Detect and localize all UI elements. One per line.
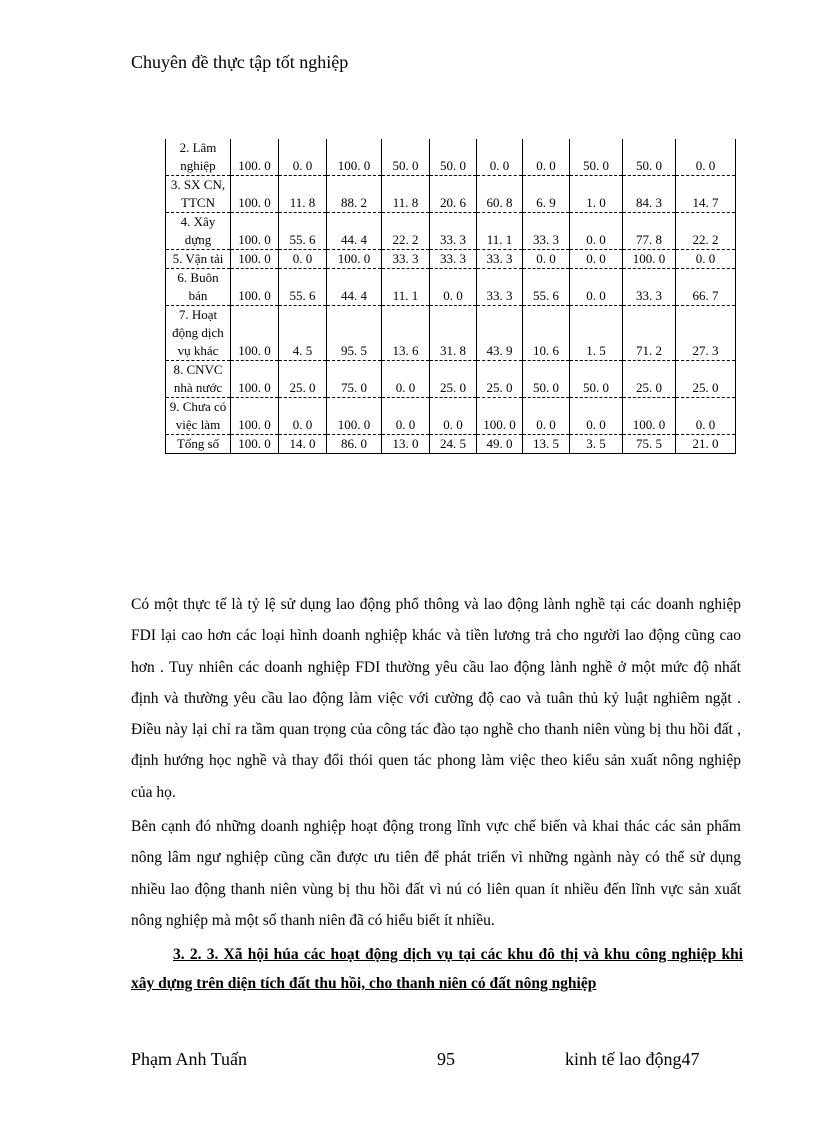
table-cell: 11. 8 <box>279 176 327 213</box>
table-cell: 55. 6 <box>279 269 327 306</box>
row-label: 3. SX CN, TTCN <box>166 176 231 213</box>
table-cell: 11. 8 <box>382 176 430 213</box>
table-cell: 55. 6 <box>523 269 570 306</box>
table-cell: 95. 5 <box>327 306 382 361</box>
row-label: 4. Xây dựng <box>166 213 231 250</box>
row-label: 8. CNVC nhà nước <box>166 361 231 398</box>
table-row <box>166 398 736 435</box>
table-cell: 100. 0 <box>623 398 676 435</box>
table-cell: 10. 6 <box>523 306 570 361</box>
table-cell: 33. 3 <box>430 213 477 250</box>
table-cell: 0. 0 <box>570 213 623 250</box>
table-cell: 66. 7 <box>676 269 736 306</box>
table-cell: 13. 6 <box>382 306 430 361</box>
table-cell: 84. 3 <box>623 176 676 213</box>
table-row <box>166 250 736 269</box>
row-label: 6. Buôn bán <box>166 269 231 306</box>
table-cell: 0. 0 <box>676 398 736 435</box>
table-cell: 0. 0 <box>382 398 430 435</box>
table-cell: 33. 3 <box>523 213 570 250</box>
table-cell: 100. 0 <box>231 435 279 454</box>
table-cell: 31. 8 <box>430 306 477 361</box>
table-cell: 22. 2 <box>676 213 736 250</box>
table-cell: 0. 0 <box>523 139 570 176</box>
table-cell: 25. 0 <box>676 361 736 398</box>
table-cell: 24. 5 <box>430 435 477 454</box>
table-cell: 4. 5 <box>279 306 327 361</box>
footer-author: Phạm Anh Tuấn <box>131 1049 248 1069</box>
table-cell: 100. 0 <box>231 250 279 269</box>
table-cell: 100. 0 <box>477 398 523 435</box>
table-cell: 11. 1 <box>382 269 430 306</box>
section-heading: 3. 2. 3. Xã hội húa các hoạt động dịch vụ tại các khu đô thị và khu công nghiệp khi xây dựng trên diện tích đất thu hồi, cho thanh niên có đất nông nghiệp <box>131 946 743 992</box>
table-cell: 50. 0 <box>382 139 430 176</box>
table-cell: 77. 8 <box>623 213 676 250</box>
table-cell: 100. 0 <box>623 250 676 269</box>
table-cell: 25. 0 <box>623 361 676 398</box>
table-cell: 0. 0 <box>570 398 623 435</box>
table-cell: 100. 0 <box>231 306 279 361</box>
table-cell: 43. 9 <box>477 306 523 361</box>
table-cell: 100. 0 <box>327 398 382 435</box>
table-cell: 33. 3 <box>430 250 477 269</box>
table-cell: 33. 3 <box>382 250 430 269</box>
table-cell: 44. 4 <box>327 213 382 250</box>
table-cell: 21. 0 <box>676 435 736 454</box>
footer-department: kinh tế lao động47 <box>565 1049 700 1069</box>
table-cell: 14. 0 <box>279 435 327 454</box>
table-cell: 14. 7 <box>676 176 736 213</box>
table-cell: 0. 0 <box>279 250 327 269</box>
table-cell: 33. 3 <box>477 250 523 269</box>
table-cell: 75. 0 <box>327 361 382 398</box>
table-cell: 11. 1 <box>477 213 523 250</box>
table-cell: 33. 3 <box>623 269 676 306</box>
table-cell: 22. 2 <box>382 213 430 250</box>
table-cell: 13. 5 <box>523 435 570 454</box>
table-row <box>166 361 736 398</box>
table-cell: 0. 0 <box>523 250 570 269</box>
table-cell: 50. 0 <box>430 139 477 176</box>
table-cell: 44. 4 <box>327 269 382 306</box>
table-cell: 0. 0 <box>382 361 430 398</box>
table-cell: 0. 0 <box>570 250 623 269</box>
table-cell: 27. 3 <box>676 306 736 361</box>
table-cell: 55. 6 <box>279 213 327 250</box>
row-label: 2. Lâm nghiệp <box>166 139 231 176</box>
table-cell: 100. 0 <box>231 139 279 176</box>
table-row <box>166 139 736 176</box>
table-cell: 3. 5 <box>570 435 623 454</box>
table-cell: 100. 0 <box>231 213 279 250</box>
table-row <box>166 435 736 454</box>
table-cell: 0. 0 <box>676 250 736 269</box>
table-cell: 50. 0 <box>570 361 623 398</box>
table-row <box>166 213 736 250</box>
table-cell: 49. 0 <box>477 435 523 454</box>
row-label: Tổng số <box>166 435 231 454</box>
table-cell: 0. 0 <box>676 139 736 176</box>
paragraph-fdi-labor: Có một thực tế là tỷ lệ sử dụng lao động phổ thông và lao động lành nghề tại các doanh nghiệp FDI lại cao hơn các loại hình doanh nghiệp khác và tiền lương trả cho người lao động cũng cao hơn . Tuy nhiên các doanh nghiệp FDI thường yêu cầu lao động lành nghề ở một mức độ nhất định và thường yêu cầu lao động làm việc với cường độ cao và tuân thủ kỷ luật nghiêm ngặt . Điều này lại chỉ ra tầm quan trọng của công tác đào tạo nghề cho thanh niên vùng bị thu hồi đất , định hướng học nghề và thay đổi thói quen tác phong làm việc theo kiểu sản xuất nông nghiệp của họ. <box>131 596 741 801</box>
table-cell: 13. 0 <box>382 435 430 454</box>
table-cell: 100. 0 <box>231 269 279 306</box>
table-row <box>166 176 736 213</box>
footer-page-number: 95 <box>437 1049 455 1069</box>
table-cell: 25. 0 <box>430 361 477 398</box>
table-cell: 100. 0 <box>231 361 279 398</box>
table-cell: 25. 0 <box>279 361 327 398</box>
paragraph-agro-processing: Bên cạnh đó những doanh nghiệp hoạt động trong lĩnh vực chế biến và khai thác các sản phẩm nông lâm ngư nghiệp cũng cần được ưu tiên để phát triển vì những ngành này có thể sử dụng nhiều lao động thanh niên vùng bị thu hồi đất vì nú có liên quan ít nhiều đến lĩnh vực sản xuất nông nghiệp mà một số thanh niên đã có hiểu biết ít nhiều. <box>131 818 741 929</box>
table-cell: 0. 0 <box>430 398 477 435</box>
table-cell: 50. 0 <box>623 139 676 176</box>
row-label: 5. Vận tải <box>166 250 231 269</box>
table-cell: 86. 0 <box>327 435 382 454</box>
table-cell: 0. 0 <box>430 269 477 306</box>
table-row <box>166 269 736 306</box>
table-cell: 100. 0 <box>327 250 382 269</box>
table-cell: 0. 0 <box>279 139 327 176</box>
table-cell: 0. 0 <box>523 398 570 435</box>
table-cell: 0. 0 <box>570 269 623 306</box>
row-label: 9. Chưa có việc làm <box>166 398 231 435</box>
statistics-table <box>165 139 736 454</box>
table-row <box>166 306 736 361</box>
table-cell: 75. 5 <box>623 435 676 454</box>
table-cell: 6. 9 <box>523 176 570 213</box>
table-cell: 71. 2 <box>623 306 676 361</box>
table-cell: 20. 6 <box>430 176 477 213</box>
table-cell: 1. 5 <box>570 306 623 361</box>
row-label: 7. Hoạt động dịch vụ khác <box>166 306 231 361</box>
page-header-title: Chuyên đề thực tập tốt nghiệp <box>131 52 349 72</box>
table-cell: 100. 0 <box>327 139 382 176</box>
table-cell: 88. 2 <box>327 176 382 213</box>
table-cell: 60. 8 <box>477 176 523 213</box>
table-cell: 50. 0 <box>523 361 570 398</box>
table-cell: 100. 0 <box>231 176 279 213</box>
table-cell: 0. 0 <box>477 139 523 176</box>
table-cell: 1. 0 <box>570 176 623 213</box>
table-cell: 33. 3 <box>477 269 523 306</box>
table-cell: 25. 0 <box>477 361 523 398</box>
table-cell: 100. 0 <box>231 398 279 435</box>
table-body <box>166 139 736 454</box>
table-cell: 0. 0 <box>279 398 327 435</box>
table-cell: 50. 0 <box>570 139 623 176</box>
